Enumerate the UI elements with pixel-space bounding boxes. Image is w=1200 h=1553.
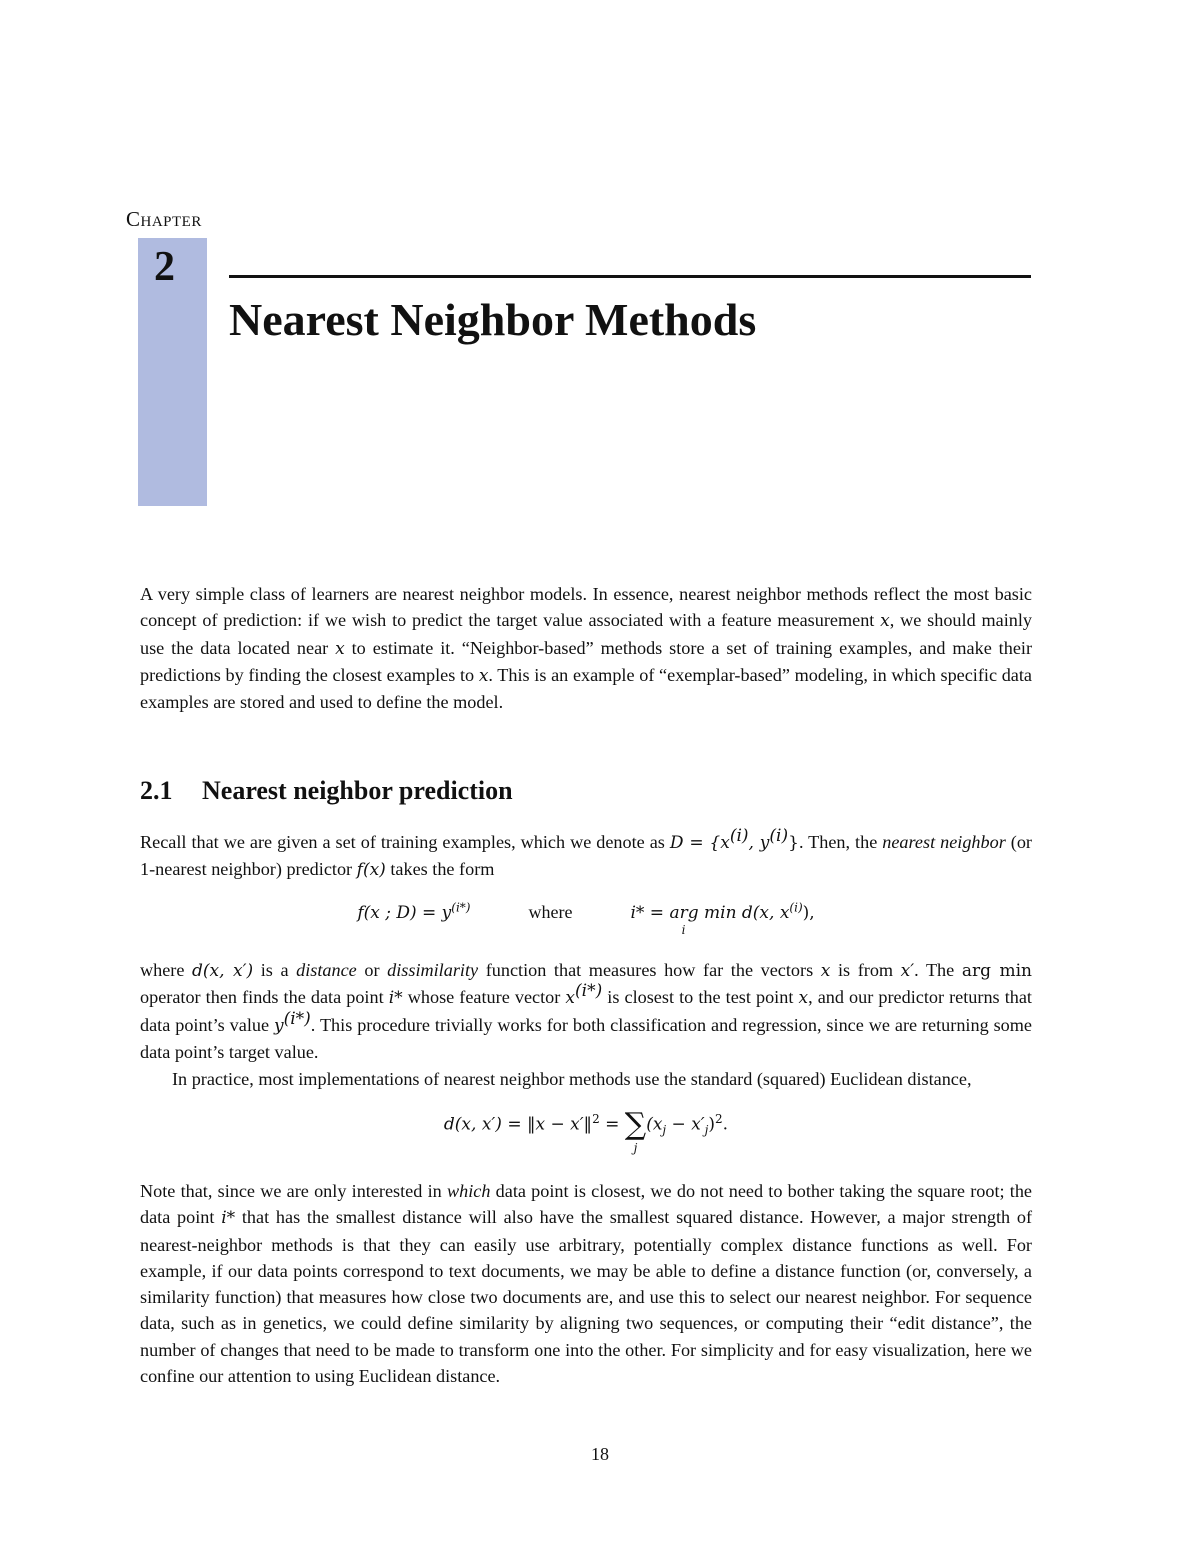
equation-nearest-neighbor: f(x ; $D) = y^{(i*)}$ where i* = arg min i d(x, $x^{(i)}$), bbox=[357, 900, 815, 937]
section-title: Nearest neighbor prediction bbox=[202, 776, 513, 805]
chapter-title: Nearest Neighbor Methods bbox=[229, 294, 757, 345]
intro-paragraph: A very simple class of learners are nearest neighbor models. In essence, nearest neighbor methods reflect the most basic concept of prediction: if we wish to predict the target value associated with a feature measurement x, we should mainly use the data located near x to estimate it. “Neighbor-based” methods store a set of training examples, and make their predictions by finding the closest examples to x. This is an example of “exemplar-based” modeling, in which specific data examples are stored and used to define the model. bbox=[140, 584, 1033, 713]
paragraph-practice: In practice, most implementations of nearest neighbor methods use the standard (squared) Euclidean distance, bbox=[172, 1069, 972, 1089]
paragraph-note: Note that, since we are only interested in which data point is closest, we do not need to bother taking the square root; the data point i* that has the smallest distance will also have the smallest squared distance. However, a major strength of nearest-neighbor methods is that they can easily use arbitrary, potentially complex distance functions as well. For example, if our data points correspond to text documents, we may be able to define a distance function (or, conversely, a similarity function) that measures how close two documents are, and use this to select our nearest neighbor. For sequence data, such as in genetics, we could define similarity by aligning two sequences, or computing their “edit distance”, the number of changes that need to be made to transform one into the other. For simplicity and for easy visualization, here we confine our attention to using Euclidean distance. bbox=[140, 1181, 1032, 1387]
chapter-rule bbox=[229, 275, 1031, 278]
section-heading bbox=[140, 776, 513, 806]
chapter-label: Chapter bbox=[126, 207, 202, 231]
section-number: 2.1 bbox=[140, 776, 173, 805]
equation-euclidean: d(x, x′) = ‖x − x′‖$^2$ = ∑ j $(x_j - x'_j)^2$. bbox=[443, 1107, 729, 1155]
page-number: 18 bbox=[591, 1444, 609, 1464]
paragraph-recall: Recall that we are given a set of training examples, which we denote as $D = \{x^{(i)}$, $y^{(i)}$}. Then, the nearest neighbor (or 1-nearest neighbor) predictor f(x) takes the form bbox=[140, 825, 1032, 881]
paragraph-distance: where d(x, x′) is a distance or dissimilarity function that measures how far the vectors x is from x′. The arg min operator then finds the data point i* whose feature vector $x^{(i*)}$ is closest to the test point x, and our predictor returns that data point’s value $y^{(i*)}$. This procedure trivially works for both classification and regression, since we are returning some data point’s target value. bbox=[140, 960, 1032, 1062]
chapter-number: 2 bbox=[154, 244, 175, 290]
